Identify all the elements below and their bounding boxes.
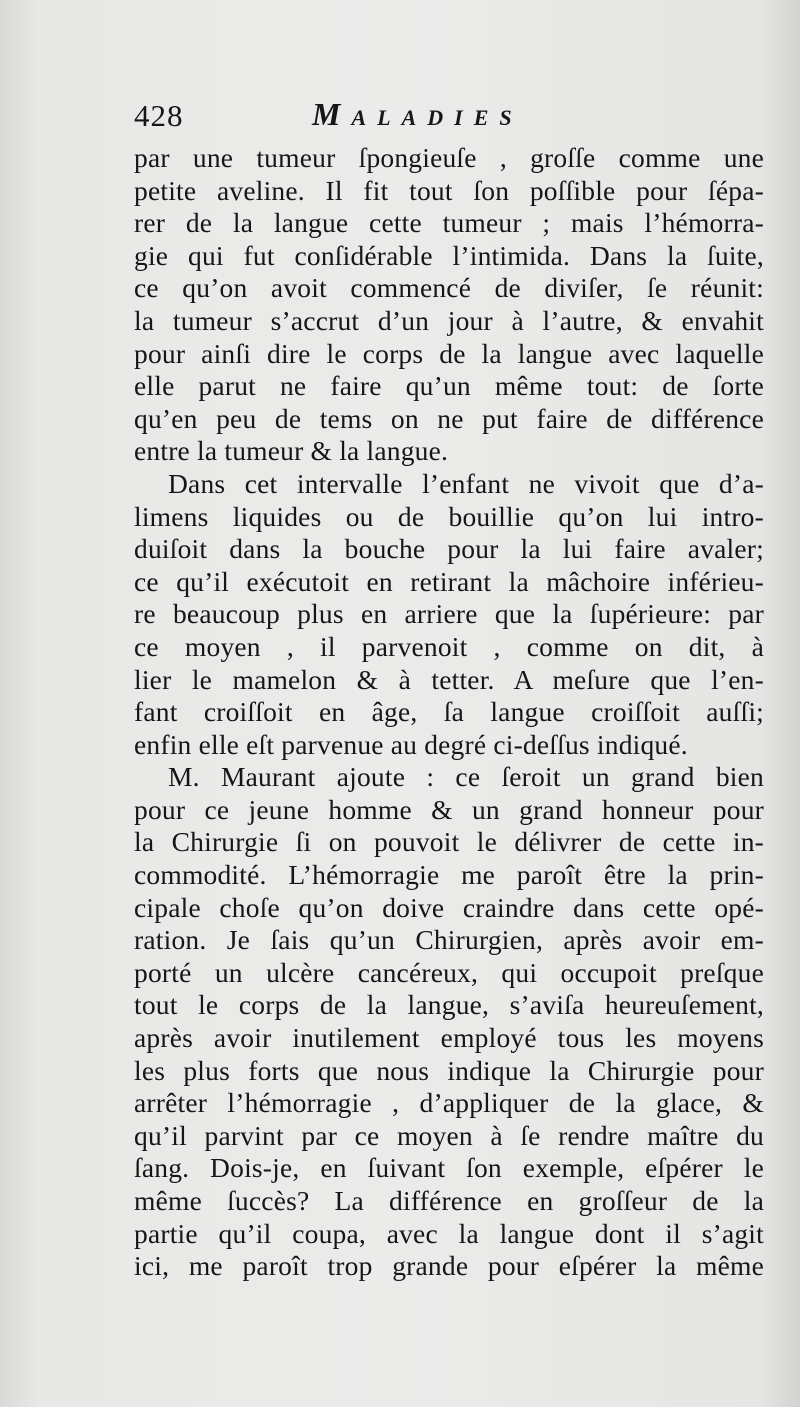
- text-line: pour ainſi dire le corps de la langue avec laquelle: [134, 337, 764, 369]
- text-line: par une tumeur ſpongieuſe , groſſe comme une: [134, 142, 764, 173]
- text-line: fant croiſſoit en âge, ſa langue croiſſoit auſſi;: [134, 696, 764, 728]
- text-line: duiſoit dans la bouche pour la lui faire avaler;: [134, 533, 764, 565]
- text-line: porté un ulcère cancéreux, qui occupoit preſque: [134, 956, 764, 988]
- text-line: pour ce jeune homme & un grand honneur pour: [134, 793, 764, 825]
- text-line: la Chirurgie ſi on pouvoit le délivrer de cette in-: [134, 826, 764, 858]
- text-line: commodité. L’hémorragie me paroît être la prin-: [134, 859, 764, 891]
- text-line: enfin elle eſt parvenue au degré ci-deſſus indiqué.: [134, 728, 688, 760]
- text-line: la tumeur s’accrut d’un jour à l’autre, & envahit: [134, 304, 764, 336]
- running-head: Maladies: [312, 96, 523, 132]
- text-line: cipale choſe qu’on doive craindre dans cette opé-: [134, 891, 764, 923]
- text-line: qu’il parvint par ce moyen à ſe rendre maître du: [134, 1119, 764, 1151]
- text-line: les plus forts que nous indique la Chirurgie pour: [134, 1054, 764, 1086]
- text-line: Dans cet intervalle l’enfant ne vivoit que d’a-: [168, 467, 764, 499]
- text-line: ſang. Dois-je, en ſuivant ſon exemple, eſpérer le: [134, 1152, 764, 1184]
- text-line: ce moyen , il parvenoit , comme on dit, à: [134, 630, 764, 662]
- body-text: [134, 142, 764, 1283]
- text-line: M. Maurant ajoute : ce ſeroit un grand bien: [168, 761, 764, 793]
- text-line: ce qu’on avoit commencé de diviſer, ſe réunit:: [134, 272, 764, 304]
- text-line: gie qui fut conſidérable l’intimida. Dans la ſuite,: [134, 239, 764, 271]
- text-line: ration. Je ſais qu’un Chirurgien, après avoir em-: [134, 924, 764, 956]
- text-line: rer de la langue cette tumeur ; mais l’hémorra-: [134, 207, 764, 239]
- text-line: re beaucoup plus en arriere que la ſupérieure: par: [134, 598, 764, 630]
- text-line: ici, me paroît trop grande pour eſpérer la même: [134, 1250, 764, 1282]
- text-line: limens liquides ou de bouillie qu’on lui intro-: [134, 500, 764, 532]
- text-line: arrêter l’hémorragie , d’appliquer de la glace, &: [134, 1087, 764, 1119]
- text-line: qu’en peu de tems on ne put faire de différence: [134, 402, 764, 434]
- text-line: après avoir inutilement employé tous les moyens: [134, 1022, 764, 1054]
- text-line: partie qu’il coupa, avec la langue dont il s’agit: [134, 1217, 764, 1249]
- text-line: même ſuccès? La différence en groſſeur de la: [134, 1185, 764, 1216]
- text-line: ce qu’il exécutoit en retirant la mâchoire inférieu-: [134, 565, 764, 597]
- text-line: lier le mamelon & à tetter. A meſure que l’en-: [134, 663, 764, 695]
- text-line: elle parut ne faire qu’un même tout: de ſorte: [134, 370, 764, 402]
- text-line: tout le corps de la langue, s’aviſa heureuſement,: [134, 989, 764, 1021]
- text-line: entre la tumeur & la langue.: [134, 435, 449, 467]
- page-header: [134, 98, 774, 142]
- page-number: 428: [134, 98, 184, 133]
- text-line: petite aveline. Il fit tout ſon poſſible pour ſépa-: [134, 174, 764, 206]
